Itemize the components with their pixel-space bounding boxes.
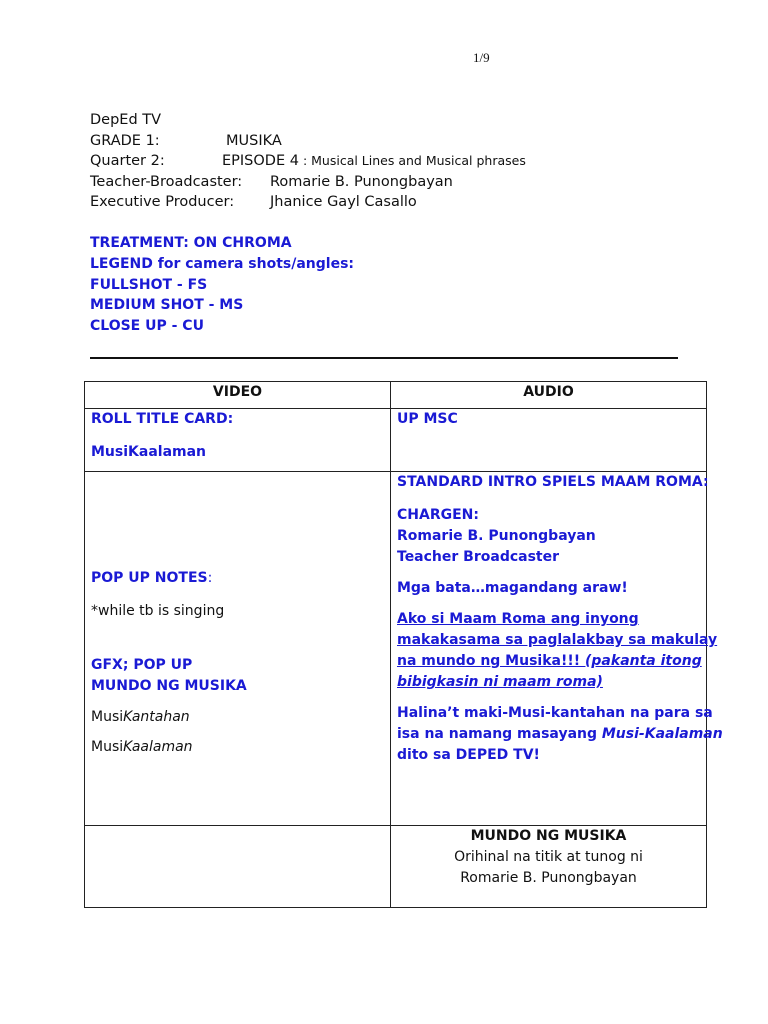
- halina-line-3: dito sa DEPED TV!: [397, 747, 540, 763]
- chargen-label: CHARGEN:: [397, 507, 479, 523]
- producer-value: Jhanice Gayl Casallo: [270, 194, 417, 210]
- audio-column-header: AUDIO: [391, 382, 707, 409]
- singing-note: *while tb is singing: [91, 603, 225, 619]
- intro-line-4: bibigkasin ni maam roma): [397, 674, 603, 690]
- song-credit-line-2: Romarie B. Punongbayan: [460, 870, 637, 886]
- legend-fullshot: FULLSHOT - FS: [90, 277, 208, 293]
- mundo-ng-musika: MUNDO NG MUSIKA: [91, 678, 247, 694]
- gfx-popup: GFX; POP UP: [91, 657, 193, 673]
- header-divider: [90, 357, 678, 359]
- quarter-label: Quarter 2:: [90, 153, 165, 169]
- chargen-role: Teacher Broadcaster: [397, 549, 560, 565]
- popup-notes-colon: :: [207, 570, 213, 586]
- popup-notes-line: [91, 568, 384, 589]
- musikaalaman-line: MusiKaalaman: [91, 739, 193, 755]
- popup-notes-label: POP UP NOTES: [91, 570, 208, 586]
- legend-close-up: CLOSE UP - CU: [90, 318, 204, 334]
- script-table: [84, 381, 723, 908]
- intro-line-1: Ako si Maam Roma ang inyong: [397, 611, 639, 627]
- roll-title-card: ROLL TITLE CARD:: [91, 411, 234, 427]
- page-number: 1/9: [473, 50, 490, 65]
- table-row: [85, 472, 707, 826]
- musikantahan-line: MusiKantahan: [91, 709, 190, 725]
- halina-line-2: isa na namang masayang Musi-Kaalaman: [397, 726, 723, 742]
- intro-spiels: STANDARD INTRO SPIELS MAAM ROMA:: [397, 474, 709, 490]
- grade-label: GRADE 1:: [90, 133, 160, 149]
- audio-cell: [391, 826, 707, 908]
- halina-line-1: Halina’t maki-Musi-kantahan na para sa: [397, 705, 713, 721]
- video-column-header: VIDEO: [85, 382, 391, 409]
- greeting-line: Mga bata…magandang araw!: [397, 580, 628, 596]
- video-cell: [85, 472, 391, 826]
- song-title: MUNDO NG MUSIKA: [470, 828, 627, 844]
- chargen-name: Romarie B. Punongbayan: [397, 528, 596, 544]
- episode-value: EPISODE 4: [222, 153, 299, 169]
- table-row: [85, 826, 707, 908]
- producer-label: Executive Producer:: [90, 194, 235, 210]
- legend-medium-shot: MEDIUM SHOT - MS: [90, 297, 244, 313]
- teacher-label: Teacher-Broadcaster:: [90, 174, 243, 190]
- episode-title: : Musical Lines and Musical phrases: [298, 153, 526, 168]
- table-row: [85, 409, 707, 472]
- treatment-line: TREATMENT: ON CHROMA: [90, 235, 292, 251]
- legend-heading: LEGEND for camera shots/angles:: [90, 256, 355, 272]
- video-cell: [85, 409, 391, 472]
- episode-line: [222, 153, 526, 169]
- musikaalaman-title: MusiKaalaman: [91, 444, 207, 460]
- video-cell: [85, 826, 391, 908]
- audio-cell: [391, 472, 723, 826]
- intro-line-2: makakasama sa paglalakbay sa makulay: [397, 632, 718, 648]
- grade-value: MUSIKA: [226, 133, 282, 149]
- up-msc: UP MSC: [397, 411, 458, 427]
- table-header-row: [85, 382, 707, 409]
- intro-line-3: na mundo ng Musika!!! (pakanta itong: [397, 653, 702, 669]
- audio-cell: [391, 409, 707, 472]
- song-credit-line-1: Orihinal na titik at tunog ni: [454, 849, 643, 865]
- org-name: DepEd TV: [90, 112, 162, 128]
- teacher-value: Romarie B. Punongbayan: [270, 174, 453, 190]
